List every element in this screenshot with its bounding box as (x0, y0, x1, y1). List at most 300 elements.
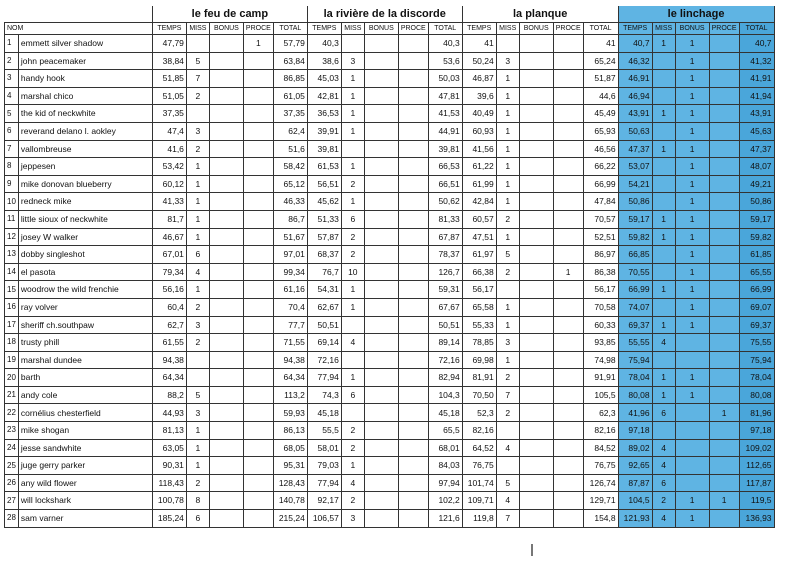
cell-e4-miss (652, 263, 675, 281)
cell-e2-temps: 61,53 (307, 158, 341, 176)
cell-e2-temps: 74,3 (307, 386, 341, 404)
row-number: 19 (5, 351, 19, 369)
row-number: 22 (5, 404, 19, 422)
cell-e2-proce (398, 369, 428, 387)
cell-e3-miss: 1 (496, 105, 519, 123)
cell-e3-temps: 40,49 (462, 105, 496, 123)
cell-e1-bonus (209, 439, 243, 457)
cell-e4-proce (709, 510, 739, 528)
competitor-name: emmett silver shadow (18, 35, 152, 53)
cell-e1-miss (186, 105, 209, 123)
cell-e1-temps: 51,05 (152, 87, 186, 105)
cell-e2-proce (398, 457, 428, 475)
cell-e2-temps: 56,51 (307, 175, 341, 193)
cell-e3-total: 41 (583, 35, 618, 53)
cell-e1-miss: 3 (186, 316, 209, 334)
cell-e3-bonus (519, 351, 553, 369)
cell-e1-total: 77,7 (273, 316, 307, 334)
cell-e3-temps: 66,38 (462, 263, 496, 281)
cell-e1-total: 64,34 (273, 369, 307, 387)
cell-e3-proce (553, 175, 583, 193)
table-row (5, 175, 775, 193)
cell-e3-temps: 41 (462, 35, 496, 53)
cell-e4-proce (709, 263, 739, 281)
cell-e4-temps: 50,63 (618, 122, 652, 140)
cell-e3-proce (553, 422, 583, 440)
header-miss: MISS (496, 23, 519, 35)
cell-e4-temps: 66,99 (618, 281, 652, 299)
cell-e2-temps: 55,5 (307, 422, 341, 440)
cell-e1-bonus (209, 281, 243, 299)
table-row (5, 35, 775, 53)
cell-e1-proce (243, 105, 273, 123)
cell-e1-temps: 47,79 (152, 35, 186, 53)
cell-e2-total: 44,91 (428, 122, 462, 140)
cell-e3-miss: 1 (496, 316, 519, 334)
cell-e1-miss (186, 351, 209, 369)
cell-e4-total: 81,96 (739, 404, 774, 422)
competitor-name: juge gerry parker (18, 457, 152, 475)
cell-e3-temps: 69,98 (462, 351, 496, 369)
cell-e3-bonus (519, 334, 553, 352)
cell-e2-miss: 1 (341, 158, 364, 176)
cell-e3-total: 66,99 (583, 175, 618, 193)
table-row (5, 263, 775, 281)
cell-e2-total: 59,31 (428, 281, 462, 299)
cell-e4-total: 65,55 (739, 263, 774, 281)
cell-e1-bonus (209, 510, 243, 528)
cell-e4-bonus: 1 (675, 228, 709, 246)
cell-e4-bonus (675, 404, 709, 422)
cell-e2-total: 66,51 (428, 175, 462, 193)
competitor-name: jesse sandwhite (18, 439, 152, 457)
cell-e3-proce (553, 316, 583, 334)
cell-e3-temps: 47,51 (462, 228, 496, 246)
cell-e2-miss: 1 (341, 298, 364, 316)
cell-e1-bonus (209, 122, 243, 140)
table-row (5, 193, 775, 211)
cell-e3-total: 56,17 (583, 281, 618, 299)
cell-e3-bonus (519, 175, 553, 193)
cell-e2-total: 78,37 (428, 246, 462, 264)
cell-e4-bonus (675, 422, 709, 440)
cell-e4-proce (709, 52, 739, 70)
cell-e4-miss: 6 (652, 474, 675, 492)
cell-e2-miss: 2 (341, 422, 364, 440)
cell-e3-total: 86,97 (583, 246, 618, 264)
cell-e2-bonus (364, 105, 398, 123)
cell-e3-temps: 42,84 (462, 193, 496, 211)
cell-e2-total: 104,3 (428, 386, 462, 404)
competitor-name: andy cole (18, 386, 152, 404)
cell-e1-miss: 2 (186, 140, 209, 158)
table-row (5, 52, 775, 70)
cell-e3-bonus (519, 298, 553, 316)
cell-e4-proce (709, 193, 739, 211)
cell-e1-temps: 41,6 (152, 140, 186, 158)
group-title-planque: la planque (462, 6, 618, 23)
cell-e3-proce (553, 439, 583, 457)
cell-e4-bonus: 1 (675, 70, 709, 88)
cell-e2-miss: 2 (341, 246, 364, 264)
cell-e3-bonus (519, 492, 553, 510)
cell-e3-temps: 55,33 (462, 316, 496, 334)
cell-e2-miss: 4 (341, 474, 364, 492)
cell-e4-miss: 1 (652, 281, 675, 299)
cell-e1-bonus (209, 369, 243, 387)
cell-e2-bonus (364, 281, 398, 299)
cell-e4-miss (652, 246, 675, 264)
table-row (5, 334, 775, 352)
cell-e4-proce (709, 351, 739, 369)
cell-e1-proce (243, 351, 273, 369)
cell-e3-proce (553, 122, 583, 140)
cell-e2-bonus (364, 140, 398, 158)
cell-e3-miss: 1 (496, 87, 519, 105)
competitor-name: any wild flower (18, 474, 152, 492)
cell-e4-temps: 55,55 (618, 334, 652, 352)
cell-e4-total: 41,91 (739, 70, 774, 88)
table-row (5, 228, 775, 246)
cell-e1-proce (243, 122, 273, 140)
cell-e4-temps: 59,82 (618, 228, 652, 246)
cell-e4-temps: 54,21 (618, 175, 652, 193)
cell-e2-miss (341, 316, 364, 334)
cell-e4-total: 80,08 (739, 386, 774, 404)
cell-e3-total: 51,87 (583, 70, 618, 88)
cell-e3-bonus (519, 316, 553, 334)
cell-e2-miss: 1 (341, 193, 364, 211)
cell-e2-temps: 54,31 (307, 281, 341, 299)
cell-e2-miss (341, 351, 364, 369)
cell-e2-temps: 57,87 (307, 228, 341, 246)
cell-e4-total: 40,7 (739, 35, 774, 53)
column-header-row (5, 23, 775, 35)
cell-e4-bonus: 1 (675, 122, 709, 140)
cell-e1-miss: 3 (186, 122, 209, 140)
cell-e2-miss: 1 (341, 369, 364, 387)
cell-e2-proce (398, 87, 428, 105)
cell-e4-proce (709, 439, 739, 457)
row-number: 26 (5, 474, 19, 492)
cell-e4-total: 109,02 (739, 439, 774, 457)
cell-e3-total: 86,38 (583, 263, 618, 281)
cell-e2-temps: 92,17 (307, 492, 341, 510)
cell-e4-bonus: 1 (675, 52, 709, 70)
cell-e3-total: 45,49 (583, 105, 618, 123)
cell-e2-bonus (364, 52, 398, 70)
header-miss: MISS (186, 23, 209, 35)
cell-e2-total: 53,6 (428, 52, 462, 70)
cell-e1-total: 61,16 (273, 281, 307, 299)
cell-e4-bonus: 1 (675, 158, 709, 176)
cell-e2-proce (398, 474, 428, 492)
cell-e1-proce (243, 510, 273, 528)
cell-e3-temps: 78,85 (462, 334, 496, 352)
cell-e2-bonus (364, 175, 398, 193)
cell-e1-temps: 51,85 (152, 70, 186, 88)
cell-e1-miss: 1 (186, 281, 209, 299)
cell-e3-miss: 2 (496, 404, 519, 422)
cell-e4-temps: 75,94 (618, 351, 652, 369)
cell-e4-proce (709, 316, 739, 334)
cell-e1-miss: 1 (186, 439, 209, 457)
cell-e1-proce (243, 210, 273, 228)
cell-e3-miss: 5 (496, 474, 519, 492)
row-number: 14 (5, 263, 19, 281)
cell-e4-proce (709, 175, 739, 193)
group-title-row (5, 6, 775, 23)
competitor-name: mike shogan (18, 422, 152, 440)
cell-e3-proce (553, 457, 583, 475)
cell-e2-temps: 77,94 (307, 369, 341, 387)
cell-e2-bonus (364, 228, 398, 246)
cell-e1-bonus (209, 105, 243, 123)
cell-e4-proce: 1 (709, 404, 739, 422)
cell-e4-total: 97,18 (739, 422, 774, 440)
cell-e2-bonus (364, 457, 398, 475)
cell-e1-bonus (209, 158, 243, 176)
cell-e2-total: 47,81 (428, 87, 462, 105)
cell-e3-proce (553, 210, 583, 228)
cell-e2-proce (398, 492, 428, 510)
cell-e1-total: 46,33 (273, 193, 307, 211)
cell-e4-miss (652, 175, 675, 193)
cell-e2-temps: 79,03 (307, 457, 341, 475)
cell-e3-bonus (519, 246, 553, 264)
header-temps: TEMPS (152, 23, 186, 35)
header-proce: PROCE (398, 23, 428, 35)
header-total: TOTAL (273, 23, 307, 35)
cell-e2-proce (398, 510, 428, 528)
cell-e3-proce (553, 70, 583, 88)
cell-e3-bonus (519, 70, 553, 88)
table-row (5, 369, 775, 387)
cell-e3-temps: 52,3 (462, 404, 496, 422)
cell-e3-bonus (519, 510, 553, 528)
cell-e1-proce (243, 87, 273, 105)
row-number: 6 (5, 122, 19, 140)
cell-e2-total: 121,6 (428, 510, 462, 528)
cell-e3-miss: 2 (496, 369, 519, 387)
row-number: 11 (5, 210, 19, 228)
cell-e2-total: 50,62 (428, 193, 462, 211)
cell-e1-proce (243, 439, 273, 457)
row-number: 15 (5, 281, 19, 299)
cell-e4-miss (652, 193, 675, 211)
cell-e3-bonus (519, 263, 553, 281)
cell-e3-proce (553, 334, 583, 352)
cell-e1-total: 63,84 (273, 52, 307, 70)
competitor-name: the kid of neckwhite (18, 105, 152, 123)
cell-e1-bonus (209, 298, 243, 316)
cell-e3-temps: 64,52 (462, 439, 496, 457)
cell-e4-bonus: 1 (675, 492, 709, 510)
cell-e3-proce: 1 (553, 263, 583, 281)
cell-e4-miss: 1 (652, 316, 675, 334)
table-row (5, 158, 775, 176)
cell-e4-total: 136,93 (739, 510, 774, 528)
cell-e2-proce (398, 334, 428, 352)
cell-e2-proce (398, 158, 428, 176)
cell-e3-total: 60,33 (583, 316, 618, 334)
cell-e2-temps: 38,6 (307, 52, 341, 70)
cell-e4-proce (709, 70, 739, 88)
cell-e3-temps: 60,93 (462, 122, 496, 140)
cell-e4-total: 75,55 (739, 334, 774, 352)
cell-e3-bonus (519, 87, 553, 105)
cell-e3-miss: 1 (496, 351, 519, 369)
competitor-name: sheriff ch.southpaw (18, 316, 152, 334)
cell-e3-bonus (519, 35, 553, 53)
cell-e1-miss: 1 (186, 457, 209, 475)
cell-e4-miss: 1 (652, 369, 675, 387)
table-row (5, 210, 775, 228)
cell-e2-bonus (364, 35, 398, 53)
cell-e2-total: 72,16 (428, 351, 462, 369)
cell-e2-proce (398, 228, 428, 246)
cell-e4-total: 112,65 (739, 457, 774, 475)
cell-e1-temps: 81,7 (152, 210, 186, 228)
competitor-name: josey W walker (18, 228, 152, 246)
cell-e4-miss: 1 (652, 140, 675, 158)
cell-e4-bonus (675, 334, 709, 352)
cell-e1-bonus (209, 386, 243, 404)
cell-e3-proce (553, 369, 583, 387)
cell-e2-miss: 2 (341, 439, 364, 457)
cell-e1-total: 86,7 (273, 210, 307, 228)
row-number: 17 (5, 316, 19, 334)
cell-e2-temps: 62,67 (307, 298, 341, 316)
cell-e4-total: 49,21 (739, 175, 774, 193)
row-number: 13 (5, 246, 19, 264)
competitor-name: ray volver (18, 298, 152, 316)
cell-e4-proce (709, 246, 739, 264)
cell-e3-total: 70,57 (583, 210, 618, 228)
cell-e4-bonus (675, 351, 709, 369)
cell-e2-bonus (364, 369, 398, 387)
competitor-name: woodrow the wild frenchie (18, 281, 152, 299)
cell-e3-proce (553, 510, 583, 528)
cell-e3-total: 44,6 (583, 87, 618, 105)
cell-e3-proce (553, 140, 583, 158)
cell-e2-total: 68,01 (428, 439, 462, 457)
header-bonus: BONUS (675, 23, 709, 35)
cell-e2-miss: 4 (341, 334, 364, 352)
cell-e1-proce (243, 457, 273, 475)
cell-e1-proce (243, 158, 273, 176)
cell-e1-proce (243, 492, 273, 510)
cell-e3-proce (553, 474, 583, 492)
cell-e2-bonus (364, 439, 398, 457)
cell-e2-bonus (364, 386, 398, 404)
cell-e1-temps: 63,05 (152, 439, 186, 457)
competitor-name: handy hook (18, 70, 152, 88)
cell-e2-total: 126,7 (428, 263, 462, 281)
cell-e1-proce (243, 298, 273, 316)
row-number: 5 (5, 105, 19, 123)
cell-e1-total: 61,05 (273, 87, 307, 105)
competitor-name: trusty phill (18, 334, 152, 352)
table-row (5, 87, 775, 105)
cell-e2-miss: 1 (341, 281, 364, 299)
cell-e1-total: 215,24 (273, 510, 307, 528)
cell-e1-bonus (209, 52, 243, 70)
cell-e1-proce (243, 246, 273, 264)
cell-e2-bonus (364, 422, 398, 440)
competitor-name: marshal chico (18, 87, 152, 105)
cell-e1-miss: 2 (186, 298, 209, 316)
cell-e2-miss (341, 404, 364, 422)
cell-e1-miss: 7 (186, 70, 209, 88)
cell-e1-total: 94,38 (273, 351, 307, 369)
cell-e2-total: 40,3 (428, 35, 462, 53)
cell-e2-total: 67,67 (428, 298, 462, 316)
cell-e2-temps: 45,62 (307, 193, 341, 211)
cell-e4-proce (709, 105, 739, 123)
cell-e4-temps: 47,37 (618, 140, 652, 158)
cell-e1-temps: 41,33 (152, 193, 186, 211)
row-number: 23 (5, 422, 19, 440)
cell-e2-bonus (364, 193, 398, 211)
cell-e3-total: 65,93 (583, 122, 618, 140)
cell-e4-total: 75,94 (739, 351, 774, 369)
cell-e2-bonus (364, 70, 398, 88)
cell-e1-miss: 1 (186, 193, 209, 211)
header-miss: MISS (341, 23, 364, 35)
cell-e2-total: 39,81 (428, 140, 462, 158)
cell-e1-miss: 4 (186, 263, 209, 281)
table-row (5, 422, 775, 440)
row-number: 7 (5, 140, 19, 158)
cell-e4-proce (709, 474, 739, 492)
cell-e1-bonus (209, 193, 243, 211)
cell-e4-temps: 46,94 (618, 87, 652, 105)
cell-e4-proce (709, 386, 739, 404)
cell-e1-temps: 90,31 (152, 457, 186, 475)
cell-e1-miss: 6 (186, 510, 209, 528)
header-proce: PROCE (553, 23, 583, 35)
cell-e3-total: 62,3 (583, 404, 618, 422)
row-number: 9 (5, 175, 19, 193)
cell-e1-total: 140,78 (273, 492, 307, 510)
cell-e4-temps: 40,7 (618, 35, 652, 53)
cell-e2-bonus (364, 210, 398, 228)
cell-e2-temps: 39,91 (307, 122, 341, 140)
cell-e4-miss (652, 351, 675, 369)
cell-e2-miss (341, 140, 364, 158)
cell-e1-proce (243, 281, 273, 299)
cell-e3-temps: 41,56 (462, 140, 496, 158)
cell-e1-proce (243, 70, 273, 88)
cell-e2-bonus (364, 158, 398, 176)
cell-e4-miss: 2 (652, 492, 675, 510)
cell-e4-proce (709, 457, 739, 475)
cell-e1-temps: 47,4 (152, 122, 186, 140)
table-row (5, 122, 775, 140)
cell-e3-miss: 1 (496, 228, 519, 246)
cell-e1-temps: 44,93 (152, 404, 186, 422)
row-number: 28 (5, 510, 19, 528)
competitor-name: el pasota (18, 263, 152, 281)
cell-e2-proce (398, 386, 428, 404)
table-row (5, 246, 775, 264)
cell-e2-bonus (364, 122, 398, 140)
cell-e2-temps: 36,53 (307, 105, 341, 123)
cell-e4-miss: 1 (652, 386, 675, 404)
cell-e4-temps: 41,96 (618, 404, 652, 422)
cell-e1-temps: 67,01 (152, 246, 186, 264)
